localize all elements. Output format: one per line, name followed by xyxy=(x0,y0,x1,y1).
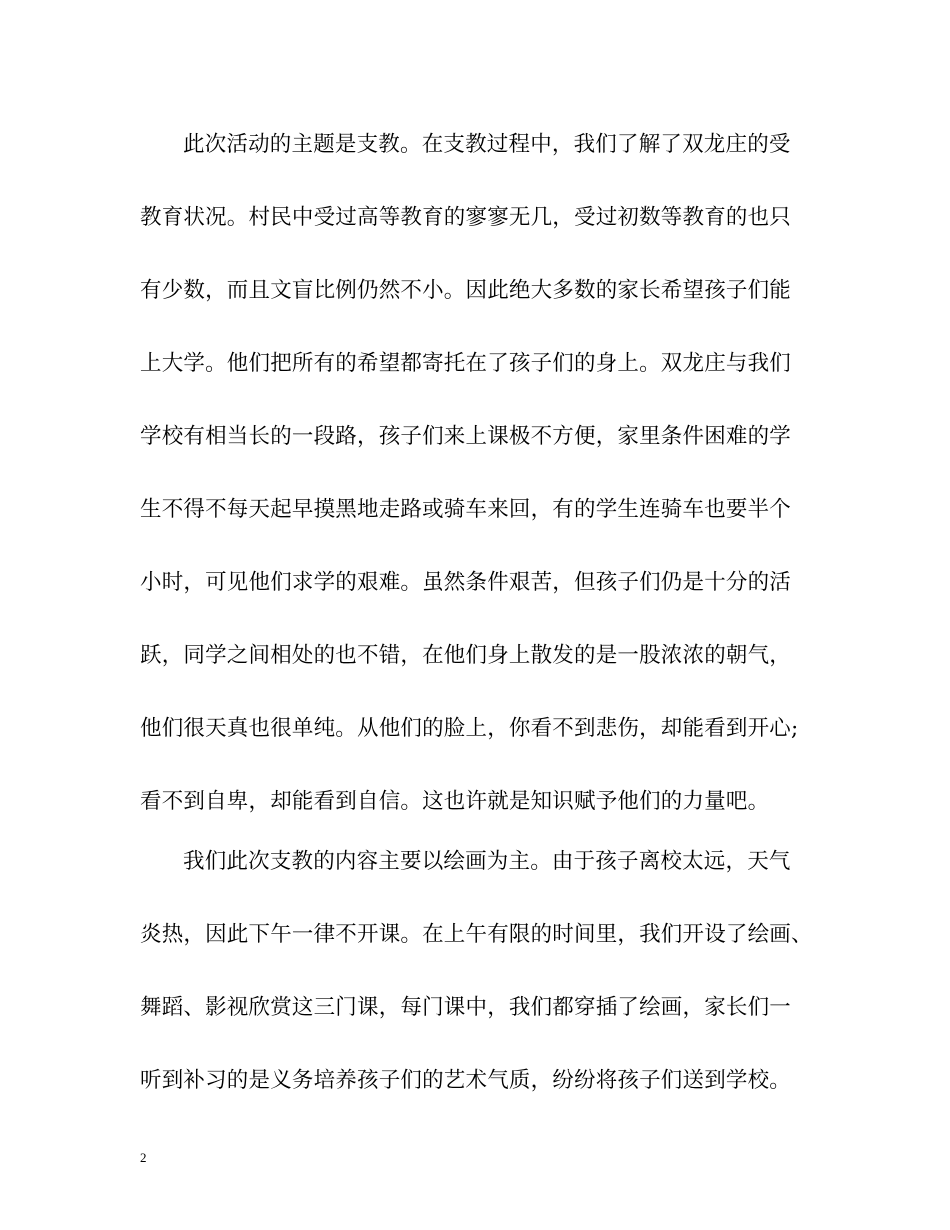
text-line: 跃，同学之间相处的也不错，在他们身上散发的是一股浓浓的朝气， xyxy=(140,643,792,668)
text-line: 学校有相当长的一段路，孩子们来上课极不方便，家里条件困难的学 xyxy=(140,424,792,449)
text-line: 此次活动的主题是支教。在支教过程中，我们了解了双龙庄的受 xyxy=(183,132,791,157)
text-line: 听到补习的是义务培养孩子们的艺术气质，纷纷将孩子们送到学校。 xyxy=(140,1068,792,1093)
text-line: 我们此次支教的内容主要以绘画为主。由于孩子离校太远，天气 xyxy=(183,849,791,874)
page-number: 2 xyxy=(140,1150,147,1165)
paragraph-1 xyxy=(140,127,820,844)
text-line: 有少数，而且文盲比例仍然不小。因此绝大多数的家长希望孩子们能 xyxy=(140,278,792,303)
text-line: 上大学。他们把所有的希望都寄托在了孩子们的身上。双龙庄与我们 xyxy=(140,351,792,376)
text-line: 生不得不每天起早摸黑地走路或骑车来回，有的学生连骑车也要半个 xyxy=(140,497,792,522)
text-line: 教育状况。村民中受过高等教育的寥寥无几，受过初数等教育的也只 xyxy=(140,205,792,230)
text-line: 他们很天真也很单纯。从他们的脸上，你看不到悲伤，却能看到开心; xyxy=(140,716,799,741)
body-text xyxy=(140,127,820,1136)
text-line: 看不到自卑，却能看到自信。这也许就是知识赋予他们的力量吧。 xyxy=(140,789,770,814)
text-line: 小时，可见他们求学的艰难。虽然条件艰苦，但孩子们仍是十分的活 xyxy=(140,570,792,595)
text-line: 炎热，因此下午一律不开课。在上午有限的时间里，我们开设了绘画、 xyxy=(140,922,813,947)
text-line: 舞蹈、影视欣赏这三门课，每门课中，我们都穿插了绘画，家长们一 xyxy=(140,995,792,1020)
paragraph-2 xyxy=(140,844,820,1136)
